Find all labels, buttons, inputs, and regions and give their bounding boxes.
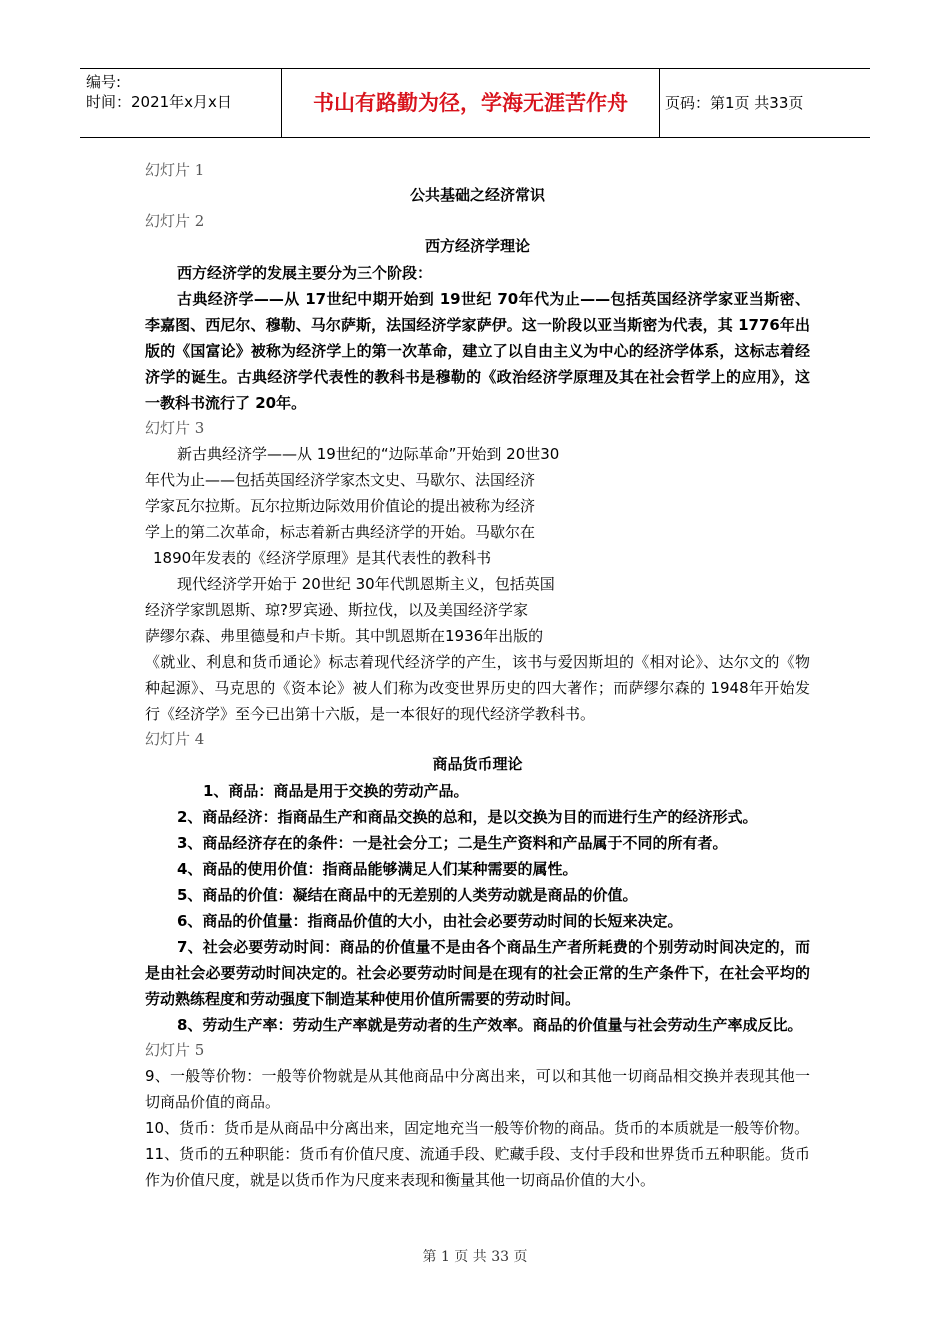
list-item: 9、一般等价物：一般等价物就是从其他商品中分离出来，可以和其他一切商品相交换并表现其他一切商品价值的商品。	[145, 1067, 810, 1111]
section-title-western: 西方经济学理论	[424, 237, 530, 255]
time-label: 时间：2021年x月x日	[86, 93, 232, 111]
page-header	[80, 68, 870, 138]
slide-label-2: 幻灯片 2	[145, 212, 205, 230]
paragraph-modern: 《就业、利息和货币通论》标志着现代经济学的产生，该书与爱因斯坦的《相对论》、达尔文的《物种起源》、马克思的《资本论》被人们称为改变世界历史的四大著作；而萨缪尔森的 1948年开始发行《经济学》至今已出第十六版，是一本很好的现代经济学教科书。	[145, 653, 810, 723]
list-item: 4、商品的使用价值：指商品能够满足人们某种需要的属性。	[177, 860, 578, 878]
slide-label-4: 幻灯片 4	[145, 730, 205, 748]
list-item: 10、货币：货币是从商品中分离出来，固定地充当一般等价物的商品。货币的本质就是一般等价物。	[145, 1119, 810, 1137]
slide-label-1: 幻灯片 1	[145, 161, 205, 179]
document-body	[145, 158, 810, 1193]
list-item: 3、商品经济存在的条件：一是社会分工；二是生产资料和产品属于不同的所有者。	[177, 834, 728, 852]
list-item: 7、社会必要劳动时间：商品的价值量不是由各个商品生产者所耗费的个别劳动时间决定的，而是由社会必要劳动时间决定的。社会必要劳动时间是在现有的社会正常的生产条件下，在社会平均的劳动熟练程度和劳动强度下制造某种使用价值所需要的劳动时间。	[145, 938, 810, 1008]
header-meta	[80, 69, 280, 137]
modern-line-1: 现代经济学开始于 20世纪 30年代凯恩斯主义，包括英国	[177, 575, 555, 593]
stages-intro: 西方经济学的发展主要分为三个阶段：	[177, 264, 433, 282]
slide-label-3: 幻灯片 3	[145, 419, 205, 437]
slide-label-5: 幻灯片 5	[145, 1041, 205, 1059]
page-footer: 第 1 页 共 33 页	[422, 1249, 528, 1265]
header-page-label: 页码：第1页 共33页	[665, 94, 804, 112]
modern-line-3: 萨缪尔森、弗里德曼和卢卡斯。其中凯恩斯在1936年出版的	[145, 627, 544, 645]
neo-line-3: 学家瓦尔拉斯。瓦尔拉斯边际效用价值论的提出被称为经济	[145, 497, 536, 515]
paragraph-classical: 古典经济学——从 17世纪中期开始到 19世纪 70年代为止——包括英国经济学家亚当斯密、李嘉图、西尼尔、穆勒、马尔萨斯，法国经济学家萨伊。这一阶段以亚当斯密为代表，其 1776年出版的《国富论》被称为经济学上的第一次革命，建立了以自由主义为中心的经济学体系，这标志着经济学的诞生。古典经济学代表性的教科书是穆勒的《政治经济学原理及其在社会哲学上的应用》，这一教科书流行了 20年。	[145, 290, 810, 412]
header-slogan: 书山有路勤为径，学海无涯苦作舟	[281, 69, 660, 137]
section-title-commodity: 商品货币理论	[432, 755, 523, 773]
neo-line-1: 新古典经济学——从 19世纪的“边际革命”开始到 20世30	[177, 445, 560, 463]
list-item: 5、商品的价值：凝结在商品中的无差别的人类劳动就是商品的价值。	[177, 886, 638, 904]
main-title: 公共基础之经济常识	[409, 186, 545, 204]
list-item: 1、商品：商品是用于交换的劳动产品。	[203, 782, 469, 800]
neo-line-5: 1890年发表的《经济学原理》是其代表性的教科书	[153, 549, 492, 567]
modern-line-2: 经济学家凯恩斯、琼?罗宾逊、斯拉伐，以及美国经济学家	[145, 601, 528, 619]
list-item: 6、商品的价值量：指商品价值的大小，由社会必要劳动时间的长短来决定。	[177, 912, 683, 930]
list-item: 2、商品经济：指商品生产和商品交换的总和，是以交换为目的而进行生产的经济形式。	[177, 808, 758, 826]
neo-line-4: 学上的第二次革命，标志着新古典经济学的开始。马歇尔在	[145, 523, 536, 541]
number-label: 编号:	[86, 73, 122, 91]
neo-line-2: 年代为止——包括英国经济学家杰文史、马歇尔、法国经济	[145, 471, 536, 489]
list-item: 11、货币的五种职能：货币有价值尺度、流通手段、贮藏手段、支付手段和世界货币五种职能。货币作为价值尺度，就是以货币作为尺度来表现和衡量其他一切商品价值的大小。	[145, 1145, 810, 1189]
list-item: 8、劳动生产率：劳动生产率就是劳动者的生产效率。商品的价值量与社会劳动生产率成反比。	[177, 1016, 803, 1034]
